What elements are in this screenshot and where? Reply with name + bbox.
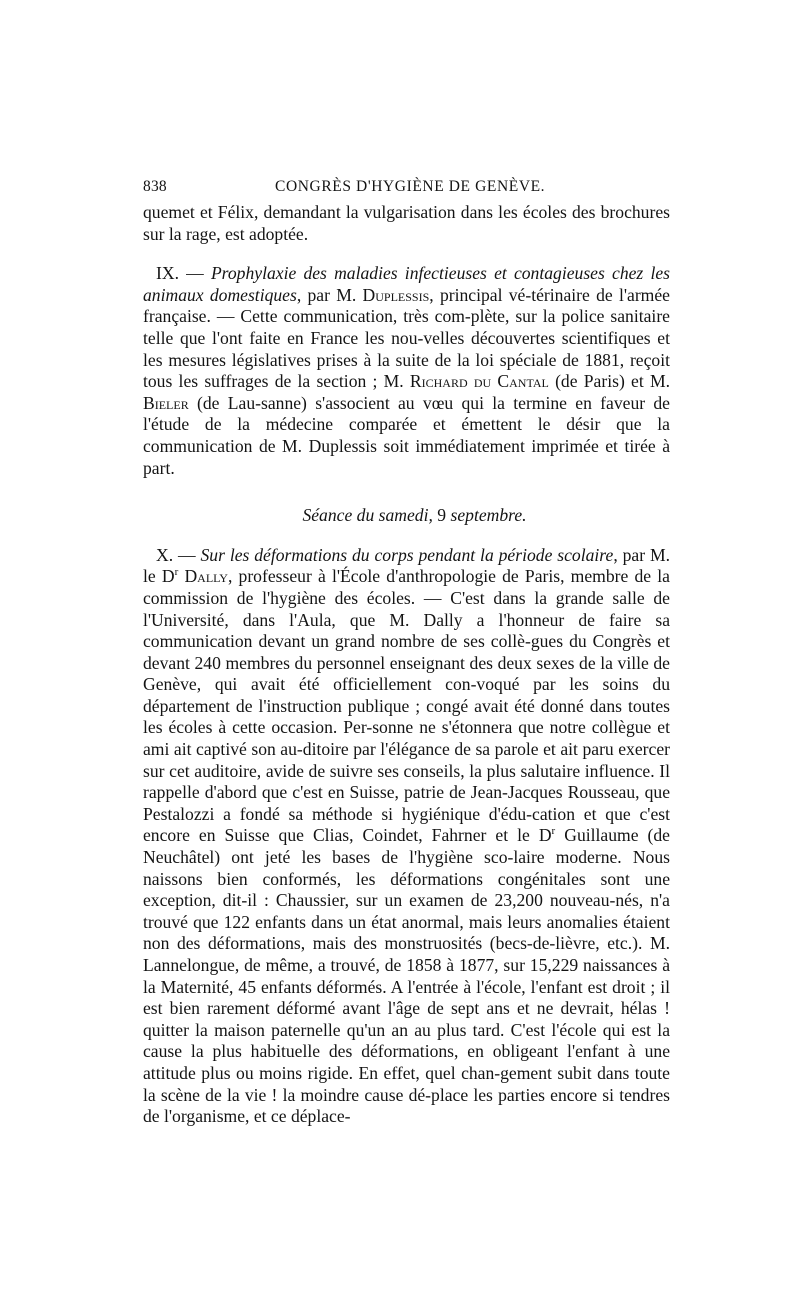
section-ix-title: Prophylaxie des maladies infectieuses et contagieuses chez les animaux domestiques — [143, 263, 671, 305]
continuation-paragraph — [143, 202, 670, 245]
session-heading-part-2: septembre. — [446, 505, 527, 526]
session-heading-part-1: Séance du samedi, — [302, 505, 438, 526]
continuation-text: quemet et Félix, demandant la vulgarisation dans les écoles des brochures sur la rage, est adoptée. — [143, 202, 670, 244]
section-x-paragraph — [143, 545, 670, 1128]
running-title: CONGRÈS D'HYGIÈNE DE GENÈVE. — [275, 178, 546, 195]
section-x-title: Sur les déformations du corps pendant la période scolaire — [200, 544, 614, 565]
running-head — [143, 172, 670, 202]
section-x-number: X. — — [156, 544, 201, 565]
section-x-body-1: , professeur à l'École d'anthropologie de Paris, membre de la commission de l'hygiène des écoles. — C'est dans la grande salle de l'Université, dans l'Aula, que M. Dally a l'honneur de faire sa communication devant un grand nombre de ses collè-gues du Congrès et devant 240 membres du personnel enseignant des deux sexes de la ville de Genève, qui avait été officiellement con-voqué par les soins du département de l'instruction publique ; congé avait été donné dans toutes les écoles à cette occasion. Per-sonne ne s'étonnera que notre collègue et ami ait captivé son au-ditoire par l'élégance de sa parole et ait paru exercer sur cet auditoire, avide de suivre ses conseils, la plus salutaire influence. Il rappelle d'abord que c'est en Suisse, patrie de Jean-Jacques Rousseau, que Pestalozzi a fondé sa méthode si hygiénique d'édu-cation et que c'est encore en Suisse que Clias, Coindet, Fahrner et le D — [143, 566, 670, 846]
session-heading-day: 9 — [437, 505, 447, 526]
book-page — [143, 172, 670, 1128]
section-ix-mid: (de Paris) et M. — [548, 371, 670, 392]
section-ix-number: IX. — — [156, 263, 211, 284]
section-x-dr-superscript-2: r — [551, 825, 556, 838]
section-x-body-2: Guillaume (de Neuchâtel) ont jeté les bases de l'hygiène sco-laire moderne. Nous naissons bien conformés, les déformations congénitales sont une exception, dit-il : Chaussier, sur un examen de 23,200 nouveau-nés, n'a trouvé que 122 enfants dans un état anormal, mais leurs anomalies étaient non des déformations, mais des monstruosités (becs-de-lièvre, etc.). M. Lannelongue, de même, a trouvé, de 1858 à 1877, sur 15,229 naissances à la Maternité, 45 enfants déformés. A l'entrée à l'école, l'enfant est droit ; il est bien rarement déformé avant l'âge de sept ans et ne devrait, hélas ! quitter la maison paternelle qu'un an au plus tard. C'est l'école qui est la cause la plus habituelle des déformations, en obligeant l'enfant à une attitude plus ou moins rigide. En effet, quel chan-gement subit dans toute la scène de la vie ! la moindre cause dé-place les parties encore si tendres de l'organisme, et ce déplace- — [143, 825, 670, 1127]
section-x-by: , par M. le D — [143, 544, 671, 587]
section-ix-body-1: , principal vé-térinaire de l'armée française. — Cette communication, très com-plète, sur la police sanitaire telle que l'ont faite en France les nou-velles découvertes scientifiques et les mesures législatives prises à la suite de la loi spéciale de 1881, reçoit tous les suffrages de la section ; M. — [143, 284, 670, 392]
section-ix-author: Duplessis — [362, 284, 430, 305]
section-ix-by: , par M. — [296, 284, 363, 305]
section-x-author: Dally — [184, 566, 228, 587]
section-x-dr-superscript: r — [174, 566, 179, 579]
section-ix-paragraph — [143, 263, 670, 479]
section-ix-name-bieler: Bieler — [143, 392, 189, 413]
section-ix-body-2: (de Lau-sanne) s'associent au vœu qui la termine en faveur de l'étude de la médecine comparée et émettent le désir que la communication de M. Duplessis soit immédiatement imprimée et tirée à part. — [143, 392, 670, 478]
session-heading — [143, 505, 670, 527]
section-ix-name-richard: Richard du Cantal — [409, 371, 549, 392]
page-number: 838 — [143, 178, 167, 195]
